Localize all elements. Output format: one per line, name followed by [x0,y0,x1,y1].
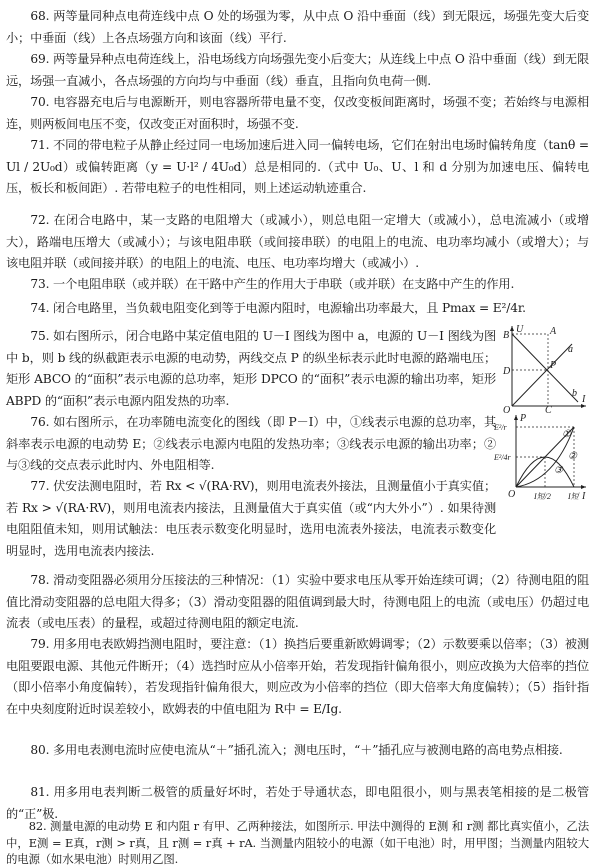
item-75: 75. 如右图所示，闭合电路中某定值电阻的 U－I 图线为图中 a，电源的 U－I 图线为图中 b，则 b 线的纵截距表示电源的电动势，两线交点 P 的纵坐标表示此时电源的路端电压；矩形 ABCO 的“面积”表示电源的总功率，矩形 DPCO 的“面积”表示电源的输出功率，矩形 ABPD 的“面积”表示电源内阻发热的功率. [6,329,496,408]
fig75-line-b: b [572,388,577,399]
item-72: 72. 在闭合电路中，某一支路的电阻增大（或减小），则总电阻一定增大（或减小），总电流减小（或增大），路端电压增大（或减小）；与该电阻串联（或间接串联）的电阻上的电流、电功率均减小（或增大）；与该电阻并联（或间接并联）的电阻上的电流、电压、电功率均增大（或减小）. [6,213,589,270]
fig76-axis-i: I [582,491,586,502]
fig76-origin: O [508,489,516,500]
item-74: 74. 闭合电路里，当负载电阻变化到等于电源内阻时，电源输出功率最大，且 Pmax = E²/4r. [30,301,526,315]
figure-76-pi-graph [494,411,590,505]
item-76: 76. 如右图所示，在功率随电流变化的图线（即 P－I）中，①线表示电源的总功率，其斜率表示电源的电动势 E；②线表示电源内电阻的发热功率；③线表示电源的输出功率；②与③线的交点表示此时内、外电阻相等. [6,415,496,472]
figure-75-ui-graph [502,322,590,414]
item-78: 78. 滑动变阻器必须用分压接法的三种情况：（1）实验中要求电压从零开始连续可调；（2）待测电阻的阻值比滑动变阻器的总电阻大得多；（3）滑动变阻器的阻值调到最大时，待测电阻上的电流（或电压）仍超过电流表（或电压表）的量程，或超过待测电阻的额定电流. [6,573,589,630]
item-71: 71. 不同的带电粒子从静止经过同一电场加速后进入同一偏转电场，它们在射出电场时偏转角度（tanθ = Ul / 2U₀d）或偏转距离（y = U·l² / 4U₀d）总是相同的.（式中 U₀、U、l 和 d 分别为加速电压、偏转电压，板长和板间距）. 若带电粒子的电性相同，则上述运动轨迹重合. [6,138,589,195]
fig76-tick-ishort: I短 [568,492,579,501]
fig76-tick-e2r: E²/r [494,423,507,432]
fig75-label-b: B [503,330,510,341]
item-79: 79. 用多用电表欧姆挡测电阻时，要注意：（1）换挡后要重新欧姆调零；（2）示数要乘以倍率；（3）被测电阻要跟电源、其他元件断开；（4）选挡时应从小倍率开始，若发现指针偏角很小，则应改换为大倍率的挡位（即小倍率小角度偏转），若发现指针偏角很大，则应改为小倍率的挡位（即大倍率大角度偏转）；（5）指针指在中央刻度附近时误差较小，欧姆表的中值电阻为 R中 = E/Ig. [6,637,589,716]
fig75-axis-u: U [516,324,524,335]
fig75-line-a: a [568,344,573,355]
fig76-tick-e24r: E²/4r [494,453,511,462]
fig75-label-a: A [550,326,557,337]
item-68: 68. 两等量同种点电荷连线中点 O 处的场强为零，从中点 O 沿中垂面（线）到无限远，场强先变大后变小；中垂面（线）上各点场强方向和该面（线）平行. [6,9,589,45]
item-73: 73. 一个电阻串联（或并联）在干路中产生的作用大于串联（或并联）在支路中产生的作用. [30,277,515,291]
item-82: 82. 测量电源的电动势 E 和内阻 r 有甲、乙两种接法，如图所示. 甲法中测得的 E测 和 r测 都比真实值小，乙法中，E测 = E真，r测 > r真，且 r测 = r真 + rA. 当测量内阻较小的电源（如干电池）时，用甲图；当测量内阻较大的电源（如水果电池）时则用乙图. [6,819,589,866]
item-69: 69. 两等量异种点电荷连线上，沿电场线方向场强先变小后变大；从连线上中点 O 沿中垂面（线）到无限远，场强一直减小，各点场强的方向均与中垂面（线）垂直，且指向负电荷一侧. [6,52,589,88]
fig76-axis-p: P [520,413,527,424]
item-81: 81. 用多用电表判断二极管的质量好坏时，若处于导通状态，即电阻很小，则与黑表笔相接的是二极管的“正”极. [6,785,589,821]
fig75-label-p: P [550,360,557,371]
item-77: 77. 伏安法测电阻时，若 Rx < √(RA·RV)，则用电流表外接法，且测量值小于真实值；若 Rx > √(RA·RV)，则用电流表内接法，且测量值大于真实值（或“内大外小”）. 如果待测电阻阻值未知，则用试触法：电压表示数变化明显时，选用电流表外接法，电流表示数变化明显时，选用电流表内接法. [6,479,496,558]
fig76-curve-3: ③ [554,465,563,476]
item-80: 80. 多用电表测电流时应使电流从“＋”插孔流入；测电压时，“＋”插孔应与被测电路的高电势点相接. [30,743,563,757]
fig75-axis-i: I [582,394,586,405]
fig76-curve-1: ① [562,429,571,440]
item-70: 70. 电容器充电后与电源断开，则电容器所带电量不变，仅改变板间距离时，场强不变；若始终与电源相连，则两板间电压不变，仅改变正对面积时，场强不变. [6,95,589,131]
fig76-curve-2: ② [568,451,577,462]
fig75-label-d: D [503,366,511,377]
fig75-label-c: C [545,405,552,414]
fig76-tick-ihalf: I短/2 [534,492,551,501]
fig75-origin: O [503,405,511,414]
